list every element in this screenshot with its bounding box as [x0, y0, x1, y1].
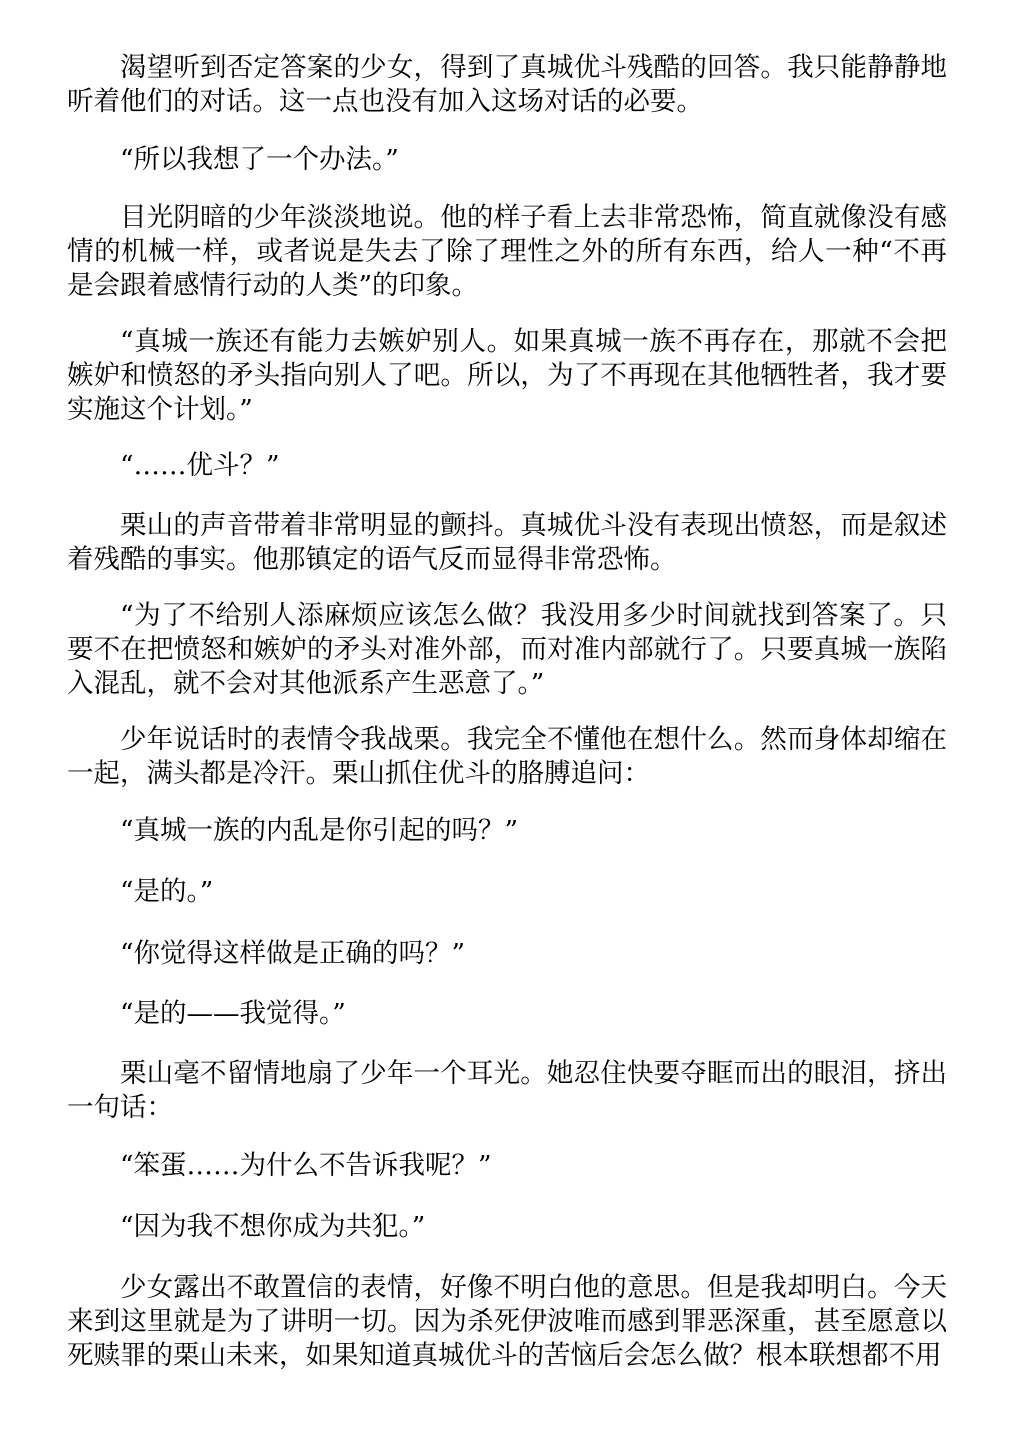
paragraph-5: “……优斗？” [120, 450, 280, 481]
paragraph-12: “是的——我觉得。” [120, 998, 346, 1029]
paragraph-9: “真城一族的内乱是你引起的吗？” [120, 815, 519, 846]
paragraph-11: “你觉得这样做是正确的吗？” [120, 938, 466, 969]
paragraph-4: “真城一族还有能力去嫉妒别人。如果真城一族不再存在，那就不会把嫉妒和愤怒的矛头指向别人了吧。所以，为了不再现在其他牺牲者，我才要实施这个计划。” [67, 326, 947, 425]
paragraph-6: 栗山的声音带着非常明显的颤抖。真城优斗没有表现出愤怒，而是叙述着残酷的事实。他那镇定的语气反而显得非常恐怖。 [67, 510, 947, 575]
paragraph-15: “因为我不想你成为共犯。” [120, 1211, 426, 1242]
paragraph-8: 少年说话时的表情令我战栗。我完全不懂他在想什么。然而身体却缩在一起，满头都是冷汗。栗山抓住优斗的胳膊追问： [67, 724, 947, 789]
paragraph-13: 栗山毫不留情地扇了少年一个耳光。她忍住快要夺眶而出的眼泪，挤出一句话： [67, 1058, 947, 1123]
paragraph-14: “笨蛋……为什么不告诉我呢？” [120, 1150, 492, 1181]
paragraph-3: 目光阴暗的少年淡淡地说。他的样子看上去非常恐怖，简直就像没有感情的机械一样，或者说是失去了除了理性之外的所有东西，给人一种“不再是会跟着感情行动的人类”的印象。 [67, 202, 947, 301]
paragraph-1: 渴望听到否定答案的少女，得到了真城优斗残酷的回答。我只能静静地听着他们的对话。这一点也没有加入这场对话的必要。 [67, 52, 947, 117]
paragraph-7: “为了不给别人添麻烦应该怎么做？我没用多少时间就找到答案了。只要不在把愤怒和嫉妒的矛头对准外部，而对准内部就行了。只要真城一族陷入混乱，就不会对其他派系产生恶意了。” [67, 600, 947, 699]
paragraph-10: “是的。” [120, 876, 214, 907]
paragraph-2: “所以我想了一个办法。” [120, 144, 399, 175]
paragraph-16: 少女露出不敢置信的表情，好像不明白他的意思。但是我却明白。今天来到这里就是为了讲明一切。因为杀死伊波唯而感到罪恶深重，甚至愿意以死赎罪的栗山未来，如果知道真城优斗的苦恼后会怎么做？根本联想都不用 [67, 1272, 947, 1371]
